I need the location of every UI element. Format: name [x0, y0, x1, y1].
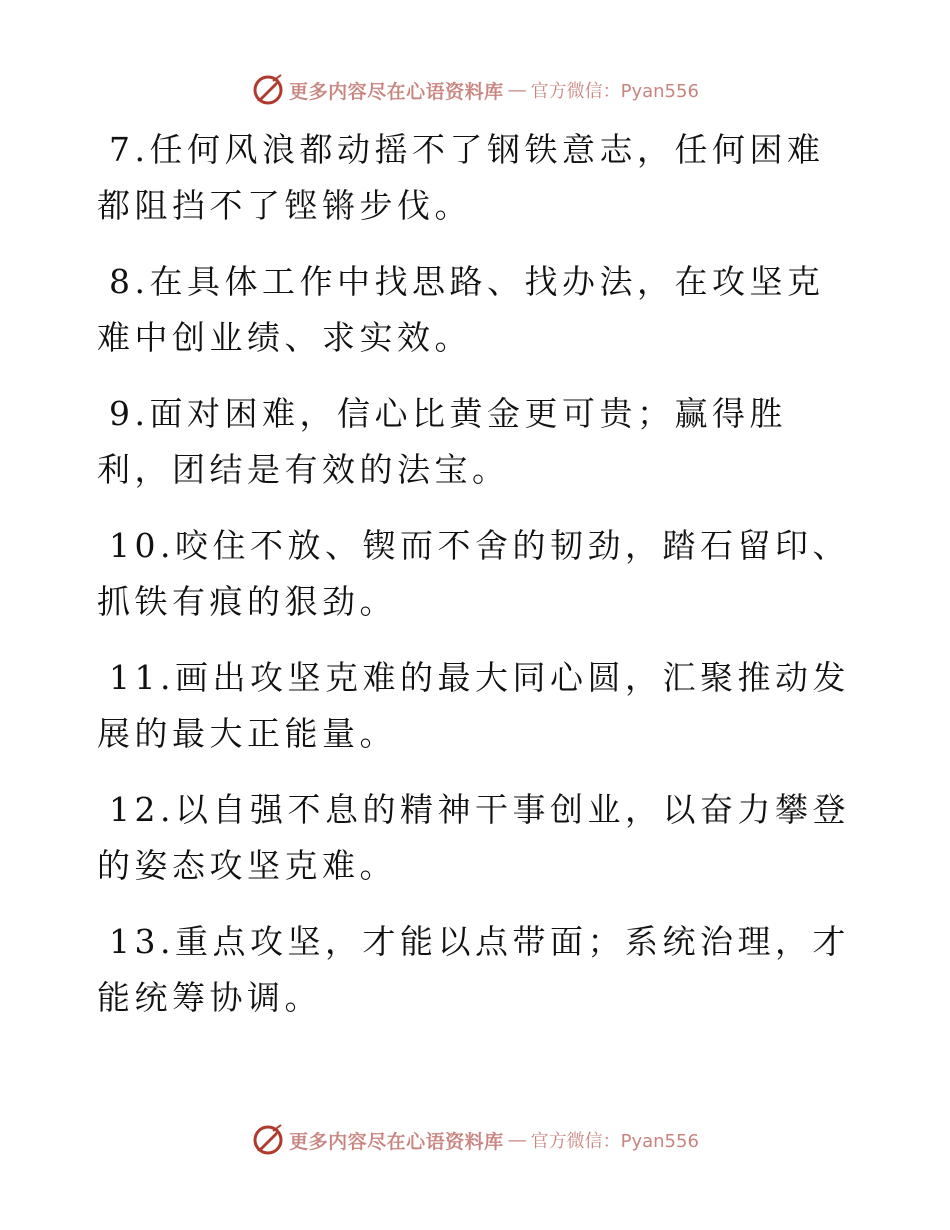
list-item: 13.重点攻坚，才能以点带面；系统治理，才能统筹协调。	[97, 922, 850, 1017]
watermark-separator: —	[507, 79, 527, 101]
pen-logo-icon	[251, 1123, 285, 1157]
watermark-wechat: 官方微信：Pyan556	[530, 1131, 699, 1152]
footer-watermark	[0, 1120, 950, 1160]
watermark-separator: —	[507, 1129, 527, 1151]
list-item: 8.在具体工作中找思路、找办法，在攻坚克难中创业绩、求实效。	[97, 262, 825, 357]
document-body	[97, 122, 857, 1046]
watermark-wechat: 官方微信：Pyan556	[530, 81, 699, 102]
list-item: 12.以自强不息的精神干事创业，以奋力攀登的姿态攻坚克难。	[97, 790, 850, 885]
watermark-text: 更多内容尽在心语资料库	[289, 80, 504, 103]
list-item: 10.咬住不放、锲而不舍的韧劲，踏石留印、抓铁有痕的狠劲。	[97, 526, 850, 621]
list-item: 9.面对困难，信心比黄金更可贵；赢得胜利，团结是有效的法宝。	[97, 394, 787, 489]
watermark-text: 更多内容尽在心语资料库	[289, 1130, 504, 1153]
list-item: 11.画出攻坚克难的最大同心圆，汇聚推动发展的最大正能量。	[97, 658, 850, 753]
pen-logo-icon	[251, 73, 285, 107]
header-watermark	[0, 70, 950, 110]
list-item: 7.任何风浪都动摇不了钢铁意志，任何困难都阻挡不了铿锵步伐。	[97, 130, 825, 225]
